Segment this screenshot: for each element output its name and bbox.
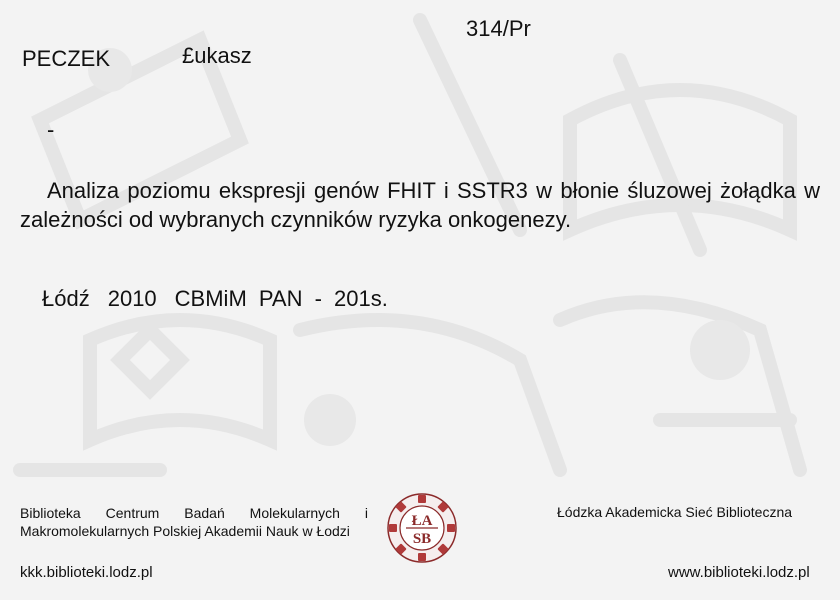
imprint-year: 2010 — [107, 286, 157, 311]
catalog-url[interactable]: kkk.biblioteki.lodz.pl — [20, 564, 153, 581]
author-given-name: £ukasz — [182, 43, 252, 68]
imprint — [42, 286, 388, 312]
imprint-publisher: CBMiM PAN - 201s. — [174, 286, 388, 311]
logo-text-top: ŁA — [411, 513, 433, 529]
network-url[interactable]: www.biblioteki.lodz.pl — [668, 564, 810, 581]
author-surname: PECZEK — [22, 46, 111, 71]
library-network-name: Łódzka Akademicka Sieć Biblioteczna — [557, 504, 793, 520]
logo-text-bottom: SB — [412, 531, 432, 547]
thesis-title: Analiza poziomu ekspresji genów FHIT i SSTR3 w błonie śluzowej żołądka w zależności od wybranych czynników ryzyka onkogenezy. — [20, 178, 820, 232]
imprint-place: Łódź — [42, 286, 90, 311]
institution-name: Biblioteka Centrum Badań Molekularnych i Makromolekularnych Polskiej Akademii Nauk w Łodzi — [20, 505, 368, 539]
call-number: 314/Pr — [466, 16, 531, 41]
subtitle-dash: - — [47, 117, 55, 142]
lasb-logo — [386, 492, 458, 564]
